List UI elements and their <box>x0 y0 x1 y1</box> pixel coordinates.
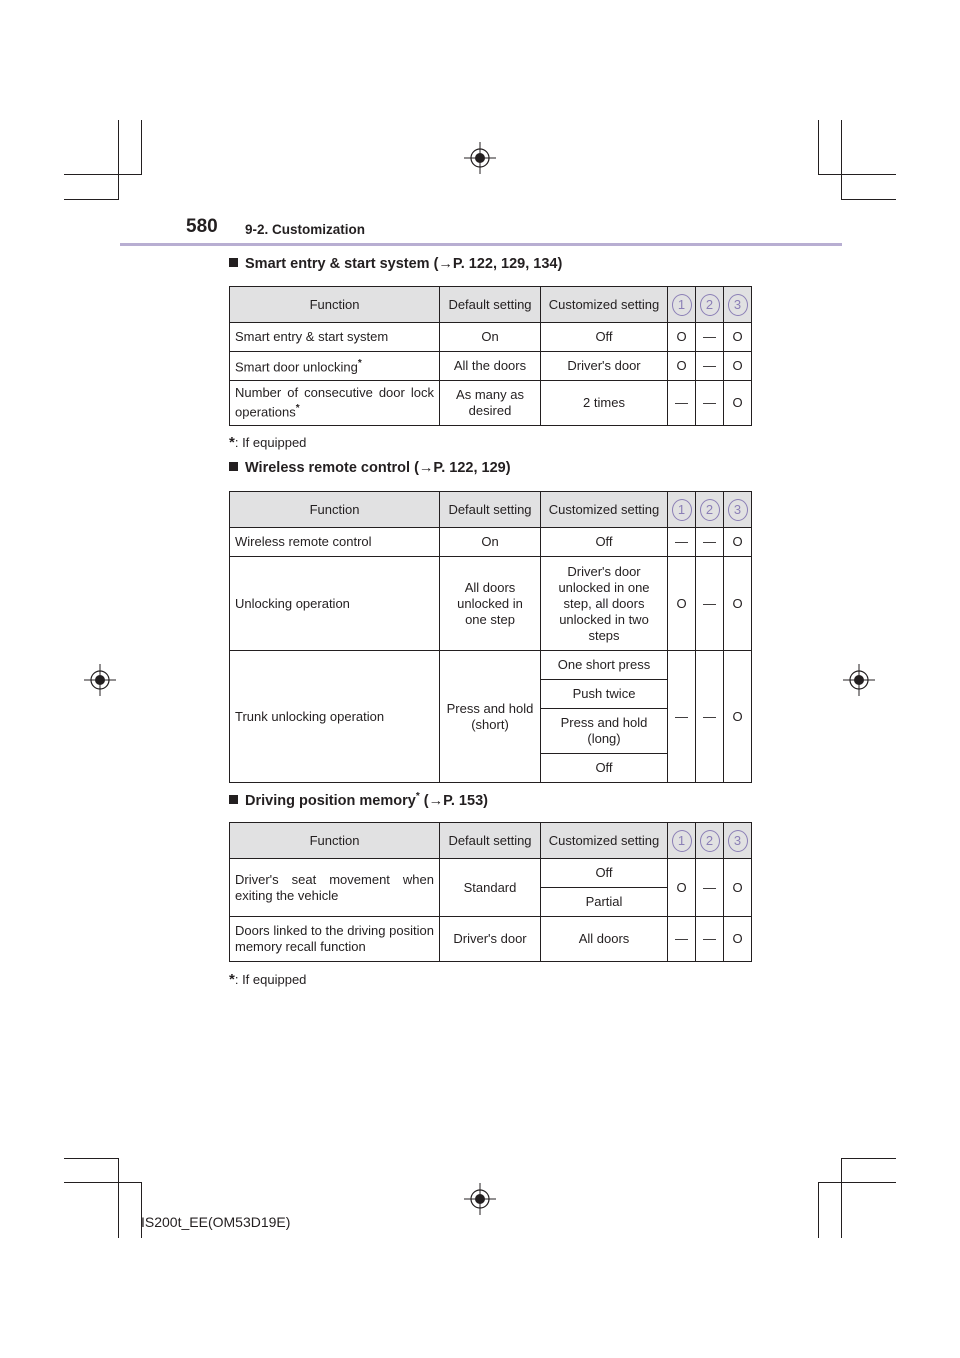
mark-cell: — <box>668 651 696 783</box>
mark-cell: O <box>724 528 752 557</box>
header-col-2 <box>696 287 724 323</box>
custom-cell: Driver's door <box>541 352 668 381</box>
default-cell: All doors unlocked in one step <box>440 557 541 651</box>
crop-mark <box>818 1182 896 1183</box>
footnote: *: If equipped <box>229 434 307 451</box>
number-3-icon: 3 <box>728 294 748 316</box>
square-bullet-icon <box>229 462 238 471</box>
table-row <box>230 557 752 651</box>
function-cell: Smart door unlocking* <box>230 352 440 381</box>
mark-cell: O <box>724 557 752 651</box>
default-cell: Driver's door <box>440 917 541 962</box>
default-cell: On <box>440 528 541 557</box>
custom-cell: 2 times <box>541 381 668 426</box>
wireless-remote-table <box>229 491 752 783</box>
table-row <box>230 381 752 426</box>
number-1-icon: 1 <box>672 294 692 316</box>
section-title-wireless-remote: Wireless remote control (→P. 122, 129) <box>229 460 511 476</box>
custom-cell: Off <box>541 859 668 888</box>
default-cell: All the doors <box>440 352 541 381</box>
function-cell: Trunk unlocking operation <box>230 651 440 783</box>
registration-mark-icon <box>843 664 875 696</box>
mark-cell: O <box>668 352 696 381</box>
registration-mark-icon <box>84 664 116 696</box>
mark-cell: — <box>696 557 724 651</box>
mark-cell: O <box>668 323 696 352</box>
table-header-row <box>230 287 752 323</box>
document-code: IS200t_EE(OM53D19E) <box>141 1214 291 1230</box>
mark-cell: O <box>724 352 752 381</box>
mark-cell: — <box>696 528 724 557</box>
mark-cell: O <box>668 859 696 917</box>
section-header: 9-2. Customization <box>245 222 366 237</box>
crop-mark <box>64 174 142 175</box>
table-row <box>230 917 752 962</box>
function-cell: Doors linked to the driving position memory recall function <box>230 917 440 962</box>
custom-cell: Off <box>541 754 668 783</box>
number-1-icon: 1 <box>672 830 692 852</box>
footnote-star: * <box>229 971 235 988</box>
mark-cell: O <box>724 323 752 352</box>
mark-cell: — <box>696 859 724 917</box>
smart-entry-table <box>229 286 752 426</box>
section-title-driving-position: Driving position memory* (→P. 153) <box>229 791 488 809</box>
default-cell: Standard <box>440 859 541 917</box>
header-function: Function <box>230 492 440 528</box>
crop-mark <box>818 120 819 175</box>
function-cell: Number of consecutive door lock operations* <box>230 381 440 426</box>
default-cell: On <box>440 323 541 352</box>
page-number: 580 <box>186 216 218 237</box>
custom-cell: One short press <box>541 651 668 680</box>
table-header-row <box>230 823 752 859</box>
custom-cell: Off <box>541 323 668 352</box>
footnote-star: * <box>229 434 235 451</box>
mark-cell: — <box>668 917 696 962</box>
crop-mark <box>64 1182 142 1183</box>
number-2-icon: 2 <box>700 830 720 852</box>
footnote-star: * <box>357 358 362 370</box>
custom-cell: Driver's door unlocked in one step, all doors unlocked in two steps <box>541 557 668 651</box>
function-cell: Smart entry & start system <box>230 323 440 352</box>
header-function: Function <box>230 823 440 859</box>
crop-mark <box>118 1158 119 1238</box>
mark-cell: — <box>696 352 724 381</box>
header-col-3 <box>724 823 752 859</box>
square-bullet-icon <box>229 258 238 267</box>
crop-mark <box>118 120 119 200</box>
default-cell: Press and hold (short) <box>440 651 541 783</box>
square-bullet-icon <box>229 795 238 804</box>
number-2-icon: 2 <box>700 499 720 521</box>
custom-cell: Press and hold (long) <box>541 709 668 754</box>
custom-cell: All doors <box>541 917 668 962</box>
mark-cell: — <box>668 381 696 426</box>
crop-mark <box>141 120 142 175</box>
crop-mark <box>64 199 119 200</box>
header-rule <box>120 243 842 246</box>
footnote-star: * <box>415 791 420 802</box>
mark-cell: O <box>724 381 752 426</box>
header-col-1 <box>668 823 696 859</box>
table-header-row <box>230 492 752 528</box>
number-1-icon: 1 <box>672 499 692 521</box>
section-title-smart-entry: Smart entry & start system (→P. 122, 129, 134) <box>229 256 562 272</box>
mark-cell: O <box>668 557 696 651</box>
header-col-1 <box>668 492 696 528</box>
header-col-3 <box>724 492 752 528</box>
registration-mark-icon <box>464 142 496 174</box>
driving-position-table <box>229 822 752 962</box>
mark-cell: — <box>696 917 724 962</box>
header-col-1 <box>668 287 696 323</box>
header-col-2 <box>696 492 724 528</box>
header-customized-setting: Customized setting <box>541 287 668 323</box>
function-cell: Unlocking operation <box>230 557 440 651</box>
mark-cell: — <box>696 381 724 426</box>
number-3-icon: 3 <box>728 830 748 852</box>
custom-cell: Partial <box>541 888 668 917</box>
crop-mark <box>841 1158 842 1238</box>
custom-cell: Push twice <box>541 680 668 709</box>
registration-mark-icon <box>464 1183 496 1215</box>
header-default-setting: Default setting <box>440 287 541 323</box>
header-col-2 <box>696 823 724 859</box>
mark-cell: — <box>696 323 724 352</box>
mark-cell: — <box>668 528 696 557</box>
function-cell: Wireless remote control <box>230 528 440 557</box>
default-cell: As many as desired <box>440 381 541 426</box>
crop-mark <box>841 199 896 200</box>
header-function: Function <box>230 287 440 323</box>
crop-mark <box>841 1158 896 1159</box>
function-cell: Driver's seat movement when exiting the vehicle <box>230 859 440 917</box>
header-default-setting: Default setting <box>440 823 541 859</box>
crop-mark <box>64 1158 119 1159</box>
crop-mark <box>841 120 842 200</box>
mark-cell: O <box>724 859 752 917</box>
number-3-icon: 3 <box>728 499 748 521</box>
table-row <box>230 651 752 680</box>
header-customized-setting: Customized setting <box>541 823 668 859</box>
crop-mark <box>818 1182 819 1238</box>
number-2-icon: 2 <box>700 294 720 316</box>
header-col-3 <box>724 287 752 323</box>
mark-cell: O <box>724 651 752 783</box>
table-row <box>230 528 752 557</box>
table-row <box>230 859 752 888</box>
table-row <box>230 352 752 381</box>
header-customized-setting: Customized setting <box>541 492 668 528</box>
footnote: *: If equipped <box>229 971 307 988</box>
mark-cell: O <box>724 917 752 962</box>
custom-cell: Off <box>541 528 668 557</box>
mark-cell: — <box>696 651 724 783</box>
header-default-setting: Default setting <box>440 492 541 528</box>
table-row <box>230 323 752 352</box>
crop-mark <box>818 174 896 175</box>
footnote-star: * <box>295 403 300 415</box>
